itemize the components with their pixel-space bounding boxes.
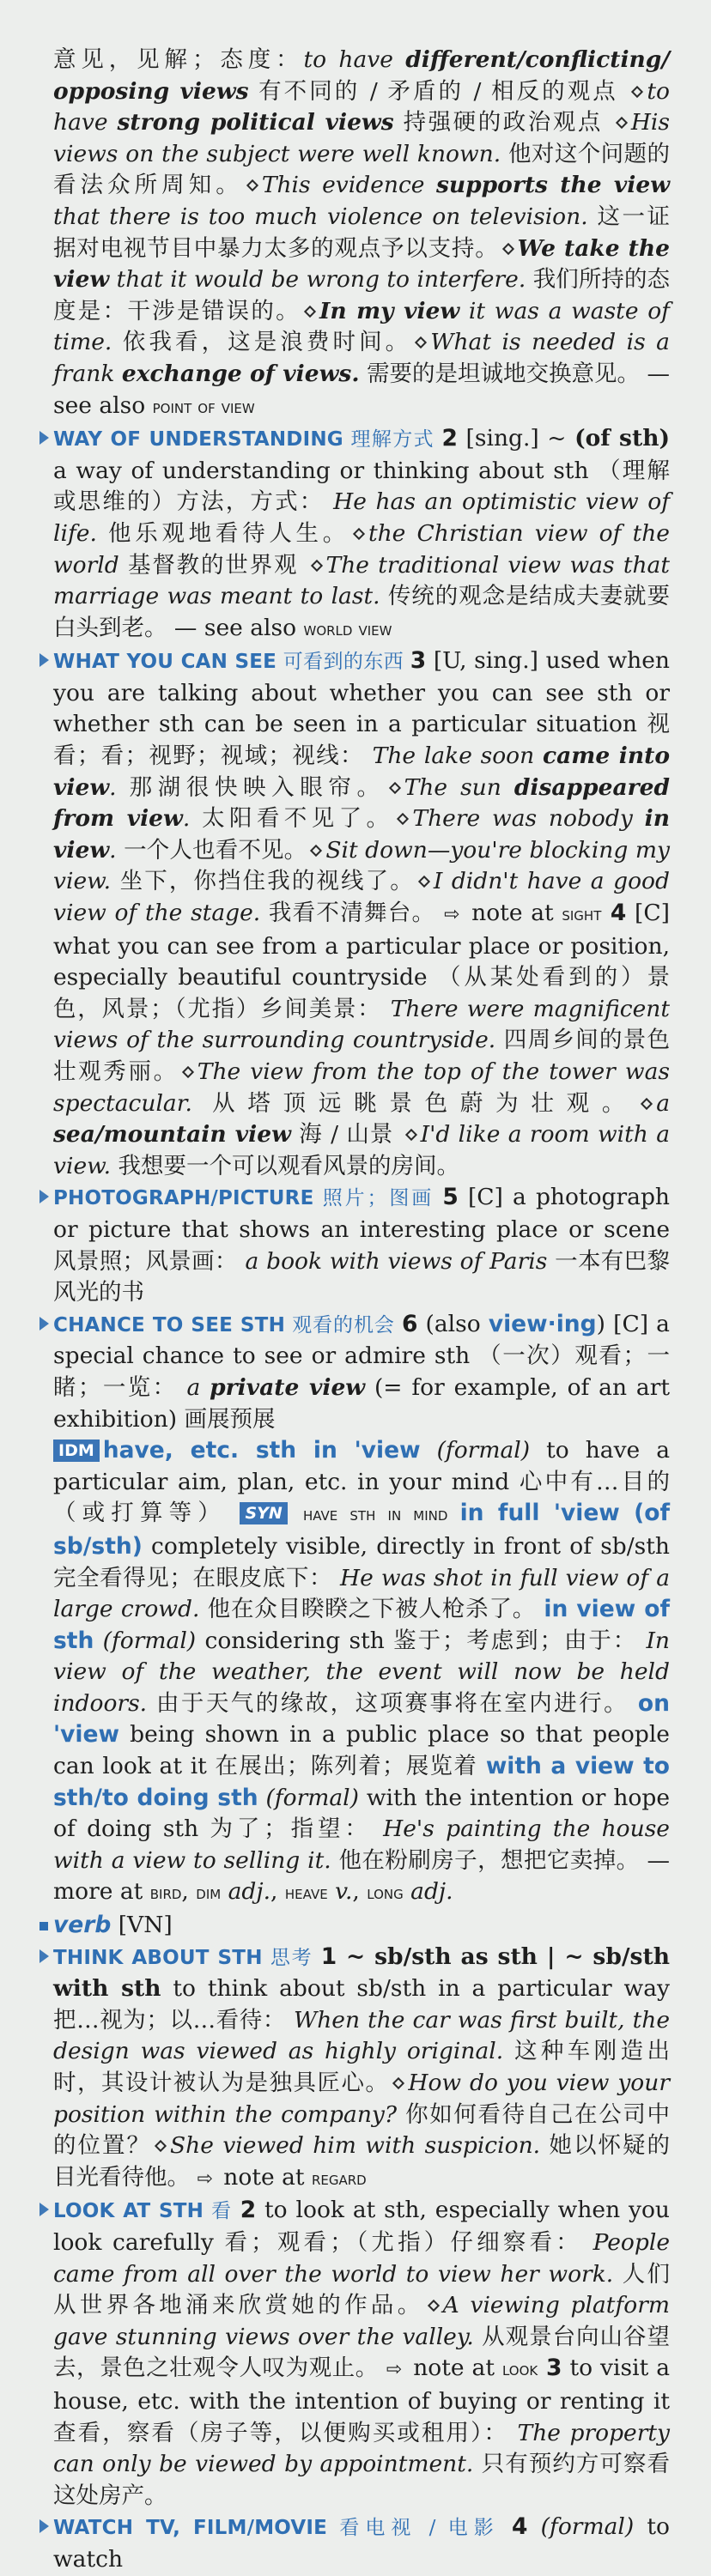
cross-reference-link[interactable]: bird — [149, 1882, 182, 1905]
idiom-phrase: in full 'view (of sb/sth) — [53, 1500, 670, 1560]
diamond-icon — [310, 559, 322, 571]
sense-heading: LOOK AT STH 看 — [53, 2200, 240, 2223]
cross-reference-link[interactable]: regard — [311, 2167, 367, 2190]
square-bullet-icon — [40, 1922, 48, 1930]
diamond-icon — [155, 2140, 167, 2152]
sense-number: 2 — [441, 425, 458, 452]
sense-heading: CHANCE TO SEE STH 观看的机会 — [53, 1313, 402, 1336]
verb-sense-watch: WATCH TV, FILM/MOVIE 看电视 / 电影 4 (formal) to watch — [53, 2512, 670, 2575]
cross-reference-link[interactable]: sight — [562, 904, 602, 926]
sense-chance-to-see: CHANCE TO SEE STH 观看的机会 6 (also view·ing) [C] a special chance to see or admire sth （一次）观看；一睹；一览： a private view (= for example, of an art exhibition) 画展预展 — [53, 1309, 670, 1435]
triangle-bullet-icon — [40, 431, 49, 445]
sense-heading: WHAT YOU CAN SEE 可看到的东西 — [53, 651, 410, 674]
sense-what-you-can-see: WHAT YOU CAN SEE 可看到的东西 3 [U, sing.] used when you are talking about whether you can see sth or whether sth can be seen in a particular situation 视看；看；视野；视域；视线： The lake soon came into view. 那湖很快映入眼帘。 The sun disappeared from view. 太阳看不见了。 There was nobody in view. 一个人也看不见。 Sit down—you're blocking my view. 坐下，你挡住我的视线了。 I didn't have a good view of the stage. 我看不清舞台。 ⇨ note at sight 4 [C] what you can see from a particular place or position, especially beautiful countryside （从某处看到的）景色，风景；（尤指）乡间美景： There were magnificent views of the surrounding countryside. 四周乡间的景色壮观秀丽。 The view from the top of the tower was spectacular. 从塔顶远眺景色蔚为壮观。 a sea/mountain view 海 / 山景 I'd like a room with a view. 我想要一个可以观看风景的房间。 — [53, 646, 670, 1182]
triangle-bullet-icon — [40, 1190, 49, 1203]
cross-reference-link[interactable]: world view — [303, 618, 392, 640]
diamond-icon — [246, 179, 258, 191]
diamond-icon — [304, 306, 316, 318]
sense-photograph: PHOTOGRAPH/PICTURE 照片；图画 5 [C] a photograph or picture that shows an interesting place or scene 风景照；风景画： a book with views of Paris 一本有巴黎风光的书 — [53, 1182, 670, 1308]
diamond-icon — [641, 1098, 653, 1110]
diamond-icon — [405, 1129, 417, 1141]
cross-reference-link[interactable]: long — [367, 1882, 404, 1905]
cross-reference-link[interactable]: look — [501, 2359, 538, 2381]
diamond-icon — [182, 1066, 194, 1078]
collocation: different/conflicting/ opposing views — [53, 46, 670, 105]
cross-reference-link[interactable]: dim — [196, 1882, 222, 1905]
verb-sense-think: THINK ABOUT STH 思考 1 ~ sb/sth as sth | ~ sb/sth with sth to think about sb/sth in a particular way 把…视为；以…看待： When the car was first built, the design was viewed as highly original. 这种车刚造出时，其设计被认为是独具匠心。 How do you view your position within the company? 你如何看待自己在公司中的位置？ She viewed him with suspicion. 她以怀疑的目光看待他。 ⇨ note at regard — [53, 1942, 670, 2196]
idiom-phrase: on 'view — [53, 1689, 670, 1749]
triangle-bullet-icon — [40, 1949, 49, 1963]
idioms-section: IDM have, etc. sth in 'view (formal) to have a particular aim, plan, etc. in your mind 心中有…目的（或打算等） SYN have sth in mind in full 'view (of sb/sth) completely visible, directly in front of sb/sth 完全看得见；在眼皮底下： He was shot in full view of a large crowd. 他在众目睽睽之下被人枪杀了。 in view of sth (formal) considering sth 鉴于；考虑到；由于： In view of the weather, the event will now be held indoors. 由于天气的缘故，这项赛事将在室内进行。 on 'view being shown in a public place so that people can look at it 在展出；陈列着；展览着 with a view to sth/to doing sth (formal) with the intention or hope of doing sth 为了；指望： He's painting the house with a view to selling it. 他在粉刷房子，想把它卖掉。 — more at bird, dim adj., heave v., long adj. — [53, 1437, 671, 1906]
sense-way-of-understanding: WAY OF UNDERSTANDING 理解方式 2 [sing.] ~ (of sth) a way of understanding or thinking about sth （理解或思维的）方法，方式： He has an optimistic view of life. 他乐观地看待人生。 the Christian view of the world 基督教的世界观 The traditional view was that marriage was meant to last. 传统的观念是结成夫妻就要白头到老。 — see also world view — [53, 423, 670, 646]
diamond-icon — [392, 2077, 404, 2089]
diamond-icon — [353, 528, 365, 540]
diamond-icon — [631, 86, 643, 98]
note-arrow-icon: ⇨ — [197, 2167, 213, 2190]
syn-badge: SYN — [240, 1502, 287, 1524]
triangle-bullet-icon — [40, 1317, 49, 1330]
verb-sense-look: LOOK AT STH 看 2 to look at sth, especially when you look carefully 看；观看；（尤指）仔细察看： People came from all over the world to view her work. 人们从世界各地涌来欣赏她的作品。 A viewing platform gave stunning views over the valley. 从观景台向山谷望去，景色之壮观令人叹为观止。 ⇨ note at look 3 to visit a house, etc. with the intention of buying or renting it 查看，察看（房子等，以便购买或租用）： The property can only be viewed by appointment. 只有预约方可察看这处房产。 — [53, 2195, 670, 2512]
diamond-icon — [397, 813, 409, 825]
collocation: strong political views — [117, 109, 394, 136]
part-of-speech: verb — [53, 1912, 112, 1939]
verb-header: verb [VN] — [53, 1910, 670, 1942]
sense-zh: 意见，见解；态度： — [53, 46, 304, 73]
idiom-phrase: in view of sth — [53, 1596, 670, 1654]
idiom-phrase: have, etc. sth in 'view — [102, 1437, 421, 1464]
sense-heading: THINK ABOUT STH 思考 — [53, 1946, 321, 1969]
idm-badge: IDM — [53, 1440, 100, 1462]
sense-opinion: 意见，见解；态度：to have different/conflicting/ opposing views 有不同的 / 矛盾的 / 相反的观点 to have strong political views 持强硬的政治观点 His views on the subject were well known. 他对这个问题的看法众所周知。 This evidence supports the view that there is too much violence on television. 这一证据对电视节目中暴力太多的观点予以支持。 We take the view that it would be wrong to interfere. 我们所持的态度是：干涉是错误的。 In my view it was a waste of time. 依我看，这是浪费时间。 What is needed is a frank exchange of views. 需要的是坦诚地交换意见。 — see also point of view — [53, 46, 671, 419]
diamond-icon — [415, 336, 427, 349]
diamond-icon — [501, 242, 514, 254]
triangle-bullet-icon — [40, 2203, 49, 2216]
example: His views on the subject were well known. — [53, 109, 670, 167]
cross-reference-link[interactable]: point of view — [152, 396, 255, 418]
sense-heading: WAY OF UNDERSTANDING 理解方式 — [53, 428, 442, 452]
idiom-phrase: with a view to sth/to doing sth — [53, 1753, 671, 1811]
diamond-icon — [310, 845, 322, 857]
sense-heading: PHOTOGRAPH/PICTURE 照片；图画 — [53, 1187, 443, 1210]
triangle-bullet-icon — [40, 2519, 49, 2533]
diamond-icon — [616, 117, 628, 129]
diamond-icon — [428, 2300, 440, 2312]
triangle-bullet-icon — [40, 653, 49, 667]
note-arrow-icon: ⇨ — [444, 904, 460, 926]
note-arrow-icon: ⇨ — [386, 2359, 403, 2381]
cross-reference-link[interactable]: heave — [284, 1882, 328, 1905]
sense-heading: WATCH TV, FILM/MOVIE 看电视 / 电影 — [53, 2517, 513, 2540]
diamond-icon — [389, 782, 401, 794]
diamond-icon — [418, 876, 430, 888]
